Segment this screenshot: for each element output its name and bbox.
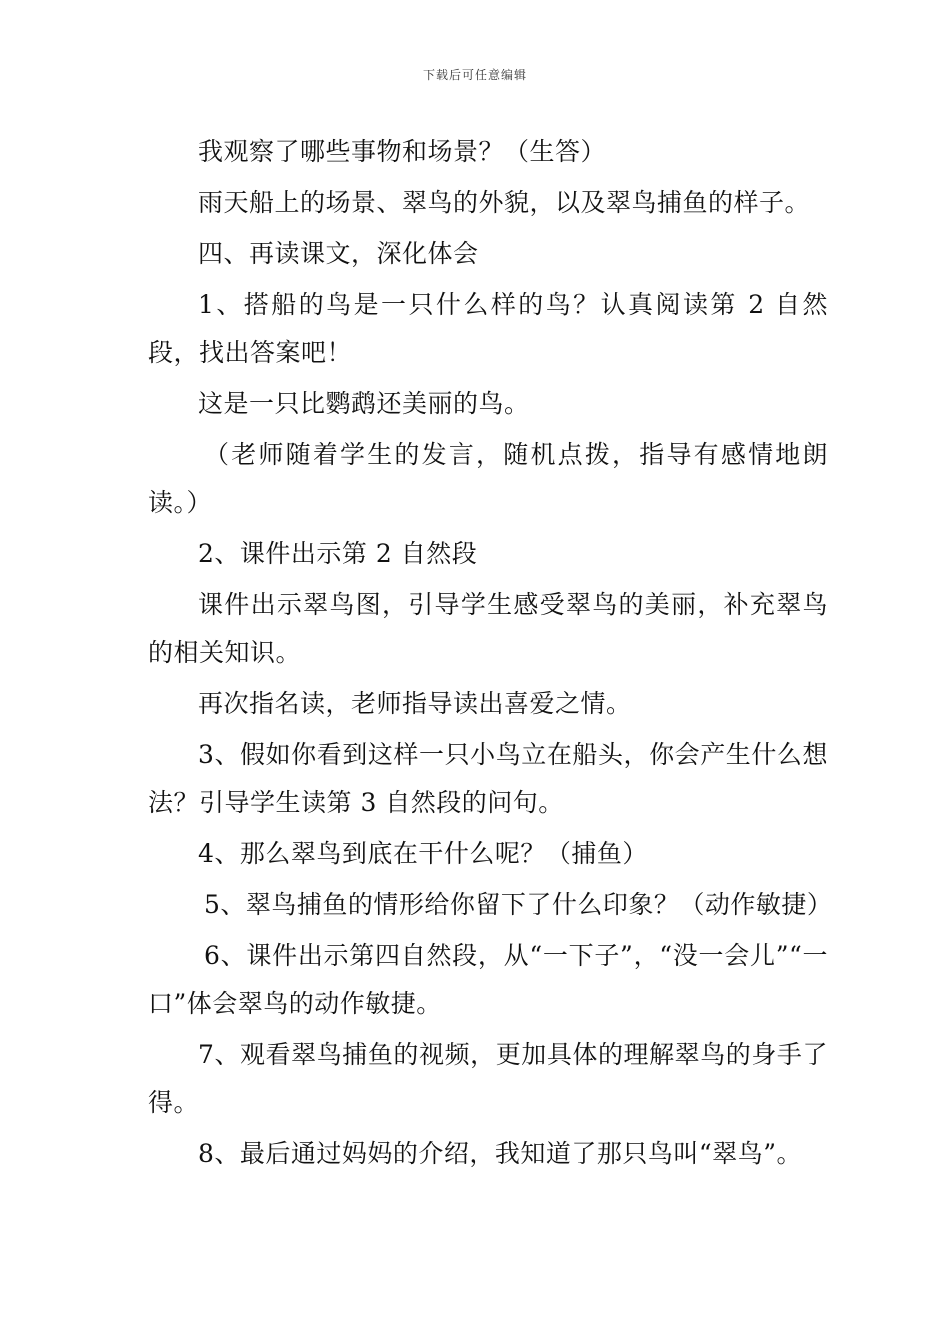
paragraph-item-7: 7、观看翠鸟捕鱼的视频，更加具体的理解翠鸟的身手了得。 [148, 1040, 828, 1117]
paragraph-read-again: 再次指名读，老师指导读出喜爱之情。 [198, 689, 632, 718]
paragraph-item-1: 1、搭船的鸟是一只什么样的鸟？认真阅读第 2 自然段，找出答案吧！ [148, 290, 828, 367]
page-header: 下载后可任意编辑 [422, 68, 527, 82]
paragraph-item-8: 8、最后通过妈妈的介绍，我知道了那只鸟叫“翠鸟”。 [198, 1139, 802, 1168]
paragraph-item-3: 3、假如你看到这样一只小鸟立在船头，你会产生什么想法？引导学生读第 3 自然段的问句。 [148, 740, 828, 817]
paragraph-item-6: 6、课件出示第四自然段，从“一下子”，“没一会儿”“一口”体会翠鸟的动作敏捷。 [148, 941, 828, 1018]
section-heading-reread: 四、再读课文，深化体会 [198, 239, 479, 268]
paragraph-answer-1: 这是一只比鹦鹉还美丽的鸟。 [198, 389, 530, 418]
paragraph-courseware-image: 课件出示翠鸟图，引导学生感受翠鸟的美丽，补充翠鸟的相关知识。 [148, 590, 828, 667]
paragraph-observe-question: 我观察了哪些事物和场景？（生答） [198, 137, 607, 166]
document-body [148, 128, 833, 1181]
paragraph-item-5: 5、翠鸟捕鱼的情形给你留下了什么印象？（动作敏捷） [204, 890, 833, 919]
paragraph-item-4: 4、那么翠鸟到底在干什么呢？（捕鱼） [198, 839, 648, 868]
paragraph-observe-answer: 雨天船上的场景、翠鸟的外貌，以及翠鸟捕鱼的样子。 [198, 188, 811, 217]
paragraph-item-2: 2、课件出示第 2 自然段 [198, 539, 478, 568]
paragraph-teacher-note: （老师随着学生的发言，随机点拨，指导有感情地朗读。） [148, 440, 828, 517]
